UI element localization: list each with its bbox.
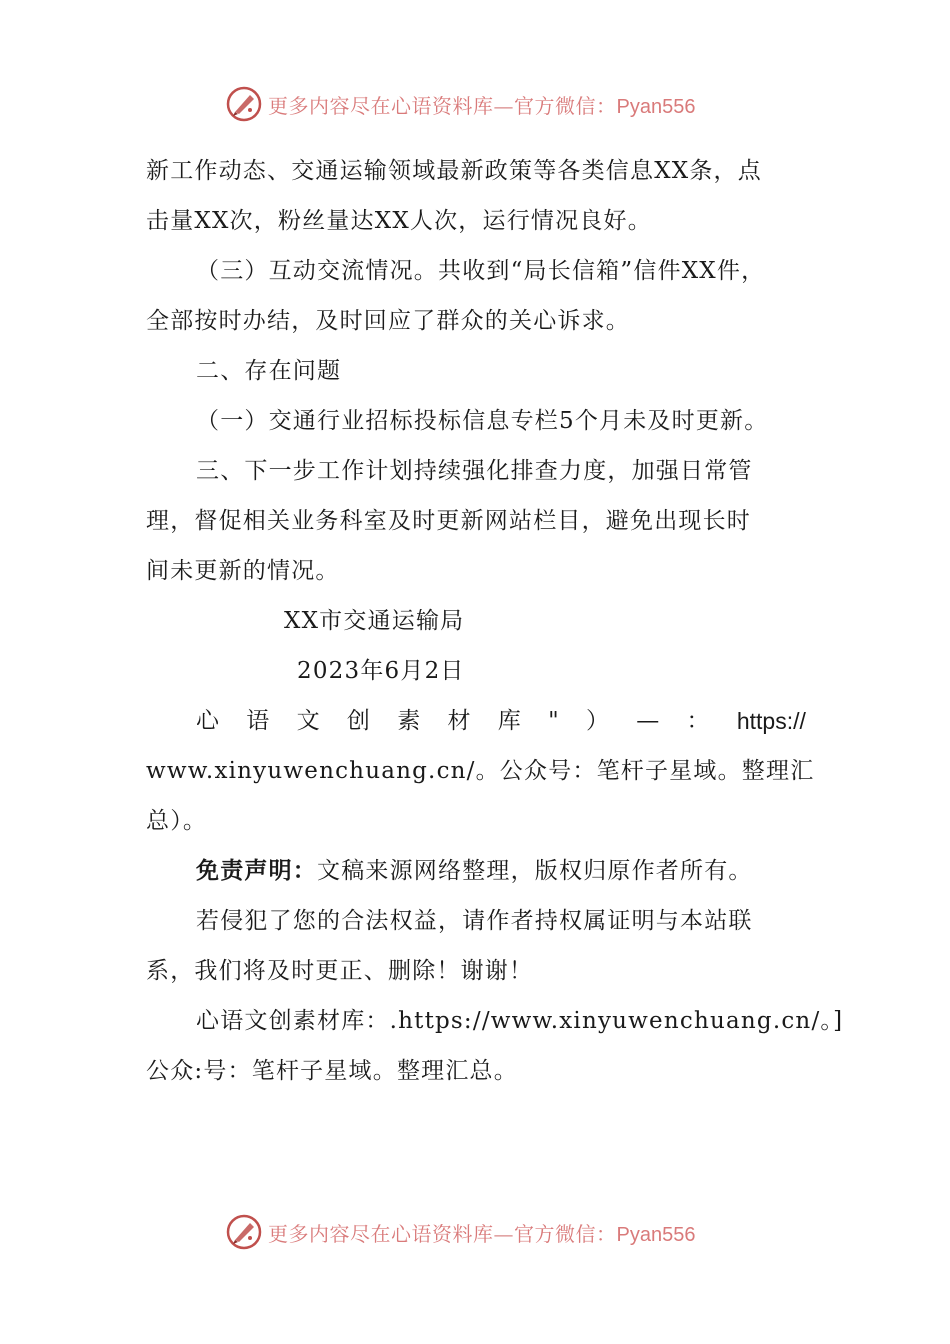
section-heading: 二、存在问题 xyxy=(196,358,342,384)
text-line: 系，我们将及时更正、删除！谢谢！ xyxy=(146,958,534,984)
note-token: 创 xyxy=(346,708,372,734)
note-url-token: https:// xyxy=(736,708,806,734)
source-note-line xyxy=(146,696,806,746)
note-token: 语 xyxy=(246,708,271,734)
note-token: " xyxy=(548,708,560,734)
note-token: 材 xyxy=(447,708,472,734)
text-line: 击量XX次，粉丝量达XX人次，运行情况良好。 xyxy=(146,208,652,234)
text-line: 全部按时办结，及时回应了群众的关心诉求。 xyxy=(146,308,630,334)
disclaimer-text: 文稿来源网络整理，版权归原作者所有。 xyxy=(317,858,753,884)
text-line: www.xinyuwenchuang.cn/。公众号：笔杆子星域。整理汇 xyxy=(146,758,815,784)
text-line: （三）互动交流情况。共收到“局长信箱”信件XX件， xyxy=(196,258,766,284)
note-token: ： xyxy=(686,708,711,734)
pen-logo-icon xyxy=(226,86,262,122)
text-line: 三、下一步工作计划持续强化排查力度，加强日常管 xyxy=(196,458,753,484)
text-line: 若侵犯了您的合法权益，请作者持权属证明与本站联 xyxy=(196,908,753,934)
disclaimer-label: 免责声明： xyxy=(196,858,317,884)
watermark-banner-bottom xyxy=(0,1212,950,1252)
watermark-text: 更多内容尽在心语资料库—官方微信：Pyan556 xyxy=(268,94,696,118)
signature-date: 2023年6月2日 xyxy=(297,658,465,684)
note-token: — xyxy=(636,708,661,734)
text-line: （一）交通行业招标投标信息专栏5个月未及时更新。 xyxy=(196,408,769,434)
note-token: 素 xyxy=(397,708,422,734)
text-line: 间未更新的情况。 xyxy=(146,558,340,584)
pen-logo-icon xyxy=(226,1214,262,1250)
text-line: 公众:号：笔杆子星域。整理汇总。 xyxy=(146,1058,518,1084)
watermark-banner-top xyxy=(0,84,950,124)
document-body xyxy=(146,146,844,1096)
text-line: 总）。 xyxy=(146,808,208,834)
text-line: 新工作动态、交通运输领域最新政策等各类信息XX条，点 xyxy=(146,158,762,184)
text-line: 理，督促相关业务科室及时更新网站栏目，避免出现长时 xyxy=(146,508,751,534)
note-token: 文 xyxy=(296,708,321,734)
watermark-text: 更多内容尽在心语资料库—官方微信：Pyan556 xyxy=(268,1222,696,1246)
note-token: 心 xyxy=(196,708,221,734)
signature-org: XX市交通运输局 xyxy=(284,608,465,634)
note-token: 库 xyxy=(497,708,522,734)
disclaimer-line xyxy=(146,846,806,896)
text-line: 心语文创素材库：.https://www.xinyuwenchuang.cn/。] xyxy=(196,1008,844,1034)
note-token: ） xyxy=(585,708,611,734)
